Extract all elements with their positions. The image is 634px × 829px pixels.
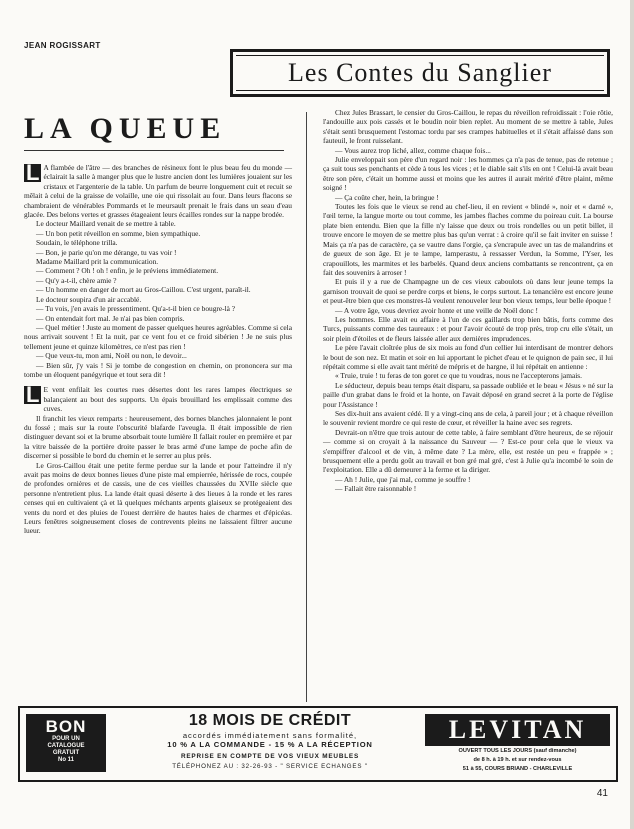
paragraph-text: — Bon, je parie qu'on me dérange, tu vas voir ! [36, 247, 177, 257]
paragraph-text: Chez Jules Brassart, le censier du Gros-Caillou, le repas du réveillon refroidissait : l'oie rôtie, l'andouille aux pois cassés et le boudin noir bien replet. Au moment de se mettre à table, Jules s'était senti brusquement l'estomac tordu par ses crampes habituelles et il s'était affaissé dans son fauteuil, le front ruisselant. [323, 108, 613, 146]
paragraph-text: Et puis il y a rue de Champagne un de ces vieux caboulots où dans leur jeune temps la garnison trouvait de quoi se perdre corps et biens, le corps surtout. La tenancière est encore jeune et peut-être bien que ces monstres-là veulent renouveler leur bon vieux temps, leur belle époque ! [323, 277, 613, 306]
paragraph-text: — Un bon petit réveillon en somme, bien sympathique. [36, 228, 201, 238]
paragraph-text: A flambée de l'âtre — des branches de résineux font le plus beau feu du monde — éclairait la salle à manger plus que le lustre ancien dont les lumières jouaient sur les cristaux et l'argenterie de la table. Un parfum de beurre longuement cuit et recuit se mêlait à celui de la graisse de volaille, une oie qui rissolait au four. Dans leurs flacons se chambraient de vénérables Pommards et le meursault prenait le frais dans un seau d'eau glacée. Des belons vertes et grasses étageaient leurs écailles rondes sur la nappe brodée. [24, 163, 292, 220]
credit-headline: 18 MOIS DE CRÉDIT [188, 712, 352, 729]
paragraph-text: Le père l'avait cloîtrée plus de six mois au fond d'un cellier lui interdisant de montrer dehors le bout de son nez. Et matin et soir en lui apportant le pichet d'eau et le quignon de pain sec, il lui répétait comme si elle avait tant mérité de mépris et de hargne, il lui répétait en antienne : [323, 343, 613, 371]
coupon-number: No 11 [57, 757, 74, 763]
drop-cap: L [26, 382, 40, 408]
coupon-line: CATALOGUE [47, 743, 85, 749]
story-title: LA QUEUE [24, 112, 227, 145]
paragraph [24, 229, 292, 238]
paragraph-text: Les hommes. Elle avait eu affaire à l'un de ces gaillards trop bien bâtis, forts comme des Turcs, puissants comme des taureaux : et pour l'avoir écouté de trop près, trop cru elle s'était, un soir plein d'étoiles et de fleurs laissée aller aux dernières imprudences. [323, 314, 613, 343]
paragraph-text: Ses dix-huit ans avaient cédé. Il y a vingt-cinq ans de cela, à pareil jour ; et à chaque réveillon le souvenir revient mordre ce qui reste de cœur, et réveiller la haine avec ses regrets. [323, 409, 613, 428]
paragraph-text: Le docteur soupira d'un air accablé. [36, 294, 142, 304]
paragraph [24, 361, 292, 380]
paragraph [323, 315, 613, 343]
paragraph [24, 248, 292, 257]
opening-hours-detail: de 8 h. à 19 h. et sur rendez-vous [473, 757, 562, 763]
paragraph [24, 238, 292, 247]
series-title-box [230, 49, 610, 97]
coupon-title: BON [45, 717, 87, 736]
paragraph-text: — Quel métier ! Juste au moment de passer quelques heures agréables. Comme si cela nous arrivait souvent ! Et la nuit, par ce vent fou et ce froid sibérien ! Je ne suis plus tellement jeune et quinze kilomètres, ce n'est pas rien ! [24, 322, 292, 351]
paragraph [24, 295, 292, 304]
credit-trade-in: REPRISE EN COMPTE DE VOS VIEUX MEUBLES [180, 753, 360, 760]
paragraph-text: Julie enveloppait son père d'un regard noir : les hommes ça n'a pas de tenue, pas de retenue ; ça suit tous ses penchants et cède à tous les vices ; et le diable sait s'ils en ont ! Celui-là avait beau être son père, c'était un homme aussi et moins que les autres il aurait mérité d'être plaint, même soigné ! [323, 155, 613, 193]
paragraph-text: — Bien sûr, j'y vais ! Si je tombe de congestion en chemin, on prononcera sur ma tombe un éloquent panégyrique et tout sera dit ! [24, 360, 292, 379]
page-edge [630, 0, 634, 829]
title-box-inner-rule-top [236, 55, 604, 56]
paragraph-text: Il franchit les vieux remparts : heureusement, des bornes blanches jalonnaient le pont du fossé ; mais sur la route l'obscurité blafarde l'aveugla. Il était impossible de rien distinguer devant soi et la brume absorbait toute lumière Il fallait rouler en première et par la vitre baissée de la portière droite passer le bras armé d'une lampe de poche afin de discerner si possible le bord du chemin et le serrer au plus près. [24, 413, 292, 461]
paragraph-text: Le séducteur, depuis beau temps était disparu, sa passade oubliée et le beau « Jésus » né sur la paille d'un grabat dans le froid et la honte, on l'avait déposé en grand secret à la porte de l'église pour l'Assistance ! [323, 380, 613, 409]
levitan-advert[interactable] [18, 706, 618, 782]
paragraph [323, 409, 613, 428]
column-divider [306, 112, 307, 702]
paragraph [323, 381, 613, 409]
paragraph [323, 475, 613, 484]
paragraph [24, 257, 292, 266]
catalogue-coupon[interactable] [26, 714, 106, 772]
paragraph-text: — Ah ! Julie, que j'ai mal, comme je souffre ! [335, 474, 471, 484]
title-box-inner-rule-bottom [236, 90, 604, 91]
paragraph [323, 155, 613, 193]
paragraph-text: — Que veux-tu, mon ami, Noël ou non, le devoir... [36, 351, 187, 361]
paragraph [24, 461, 292, 536]
credit-line: accordés immédiatement sans formalité, [182, 731, 358, 740]
paragraph [323, 343, 613, 371]
levitan-logo: LEVITAN [425, 714, 610, 746]
paragraph-text: — Fallait être raisonnable ! [335, 484, 417, 494]
paragraph-text: E vent enfilait les courtes rues désertes dont les rares lampes électriques se balançaient au bout des supports. Un épais brouillard les emplissait comme des cuves. [43, 385, 292, 414]
paragraph-text: Toutes les fois que le vieux se rend au chef-lieu, il en revient « blindé », noir et « darné », l'œil terne, la langue morte ou tout comme, les jambes flaches comme du poireau cuit. La bourse plate bien entendu. Bien que la fille n'y laisse que deux ou trois rondelles ou un petit billet, il trouve encore le moyen de se mettre plus bas qu'un verrat : à croire qu'il se fait inviter en suisse ! Mais ça n'a pas de caractère, ça se vautre dans l'orgie, ça s'encrapule avec un tas de malandrins et de gueux de son âge. Et je te lampe, lamperastu, à ressasser Verdun, la Somme, l'Yser, les crapouillots, les marmites et les barbelés. Quand deux anciens combattants se rencontrent, ça en fait des souvenirs à arroser ! [323, 202, 613, 277]
coupon-line: POUR UN [52, 736, 80, 742]
paragraph [24, 219, 292, 228]
paragraph-text: — Comment ? Oh ! oh ! enfin, je le préviens immédiatement. [36, 266, 219, 276]
store-address: 51 à 55, COURS BRIAND - CHARLEVILLE [462, 766, 573, 772]
paragraph-text: Soudain, le téléphone trilla. [36, 238, 118, 248]
paragraph-text: Le docteur Maillard venait de se mettre à table. [36, 219, 176, 229]
credit-phone: TÉLÉPHONEZ AU : 32-26-93 - " SERVICE ECHANGES " [172, 763, 368, 770]
paragraph [24, 266, 292, 275]
drop-cap: L [26, 160, 40, 185]
paragraph [24, 414, 292, 461]
title-box-right-border [607, 49, 610, 97]
paragraph-text: « Truie, truie ! tu feras de ton goret ce que tu voudras, nous ne l'accepterons jamais. [335, 371, 583, 381]
paragraph-text: — Vous aurez trop liché, allez, comme chaque fois... [335, 145, 491, 155]
paragraph-text: — Qu'y a-t-il, chère amie ? [36, 275, 117, 285]
paragraph [24, 160, 292, 220]
paragraph-text: — A votre âge, vous devriez avoir honte et une veille de Noël donc ! [335, 305, 538, 315]
paragraph-text: Le Gros-Caillou était une petite ferme perdue sur la lande et pour l'atteindre il n'y avait pas moins de deux bonnes lieues d'une piste mal empierrée, hérissée de rocs, coupée de profondes ornières et de cassis, une de ces vieilles chaussées du XVIIe siècle que personne n'entretient plus. La lande était quasi déserte à des lieues à la ronde et les rares censes qui en cultivaient çà et là quelques méchants arpents glaiseux se protégeaient des vents du nord et des pluies de l'ouest derrière de hautes haies de charmes et d'épicéas. Leurs fenêtres soigneusement closes de contrevents pleins ne laissaient filtrer aucune lueur. [24, 460, 292, 536]
credit-offer [120, 712, 420, 770]
paragraph [323, 484, 613, 493]
credit-terms: 10 % A LA COMMANDE - 15 % A LA RÉCEPTION [167, 740, 373, 749]
paragraph [323, 193, 613, 202]
paragraph-text: — Un homme en danger de mort au Gros-Caillou. C'est urgent, paraît-il. [36, 285, 251, 295]
title-underline [24, 150, 284, 151]
paragraph [24, 314, 292, 323]
page-number: 41 [596, 788, 608, 799]
paragraph [323, 202, 613, 277]
paragraph-text: Madame Maillard prit la communication. [36, 257, 159, 267]
paragraph [24, 304, 292, 313]
paragraph [323, 146, 613, 155]
coupon-line: GRATUIT [52, 750, 80, 756]
author-name: JEAN ROGISSART [24, 41, 101, 50]
paragraph [24, 382, 292, 414]
paragraph [24, 351, 292, 360]
paragraph-text: — On entendait fort mal. Je n'ai pas bien compris. [36, 313, 185, 323]
paragraph [24, 276, 292, 285]
paragraph [323, 277, 613, 305]
paragraph-text: — Tu vois, j'en avais le pressentiment. Qu'a-t-il bien ce bougre-là ? [36, 304, 236, 314]
series-title: Les Contes du Sanglier [288, 58, 552, 87]
title-box-left-border [230, 49, 233, 97]
paragraph [323, 108, 613, 146]
right-column [323, 108, 613, 494]
paragraph-text: — Ça coûte cher, hein, la bringue ! [335, 192, 439, 202]
paragraph [24, 285, 292, 294]
paragraph-text: Devrait-on n'être que trois autour de cette table, à faire semblant d'être heureux, de se réjouir — comme si on croyait à la naissance du Sauveur — ? Est-ce pour cela que le vieux va s'empiffrer d'alcool et de vin, à même date ? La mère, elle, est restée un peu « frappée » ; brusquement elle a perdu goût au travail et bon gré mal gré, c'est à Julie qu'a incombé le soin de l'exploitation. Elle a dû demeurer à la ferme et la diriger. [323, 427, 613, 475]
left-column [24, 160, 292, 536]
opening-hours: OUVERT TOUS LES JOURS (sauf dimanche) [458, 748, 577, 754]
levitan-brand [425, 714, 610, 773]
paragraph [24, 323, 292, 351]
paragraph [323, 306, 613, 315]
paragraph [323, 428, 613, 475]
paragraph [323, 371, 613, 380]
